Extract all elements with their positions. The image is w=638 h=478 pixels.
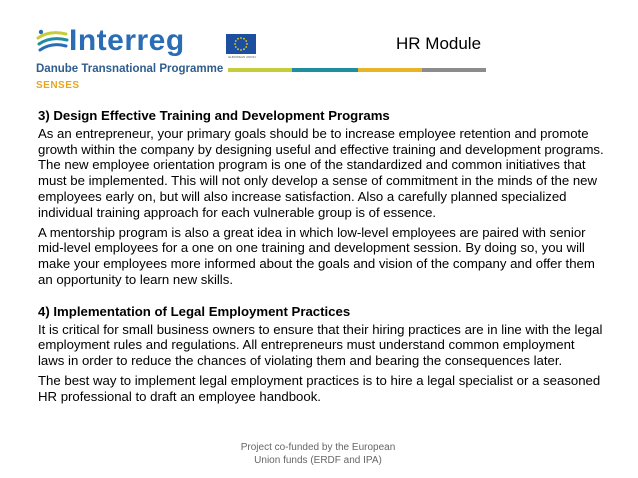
- paragraph: A mentorship program is also a great idea in which low-level employees are paired with senior mid-level employees for a one on one training and development session. By doing so, you will make your employees more informed about the goals and vision of the company and offer them an opportunity to learn new skills.: [38, 224, 595, 287]
- programme-name: Danube Transnational Programme: [36, 63, 224, 75]
- section-heading: 3) Design Effective Training and Development Programs: [38, 108, 390, 123]
- section-training: [38, 108, 604, 288]
- color-stripe-divider: [228, 68, 486, 72]
- funding-footer: [200, 441, 436, 467]
- section-legal: [38, 304, 604, 405]
- stripe-yellow: [228, 68, 292, 72]
- page-title: HR Module: [396, 34, 482, 53]
- eu-caption: EUROPEAN UNION: [228, 55, 256, 59]
- paragraph: It is critical for small business owners to ensure that their hiring practices are in line with the legal employment rules and regulations. All entrepreneurs must understand common employment laws in order to reduce the chances of violating them and bearing the consequences later.: [38, 321, 603, 369]
- footer-line: Project co-funded by the European: [240, 442, 396, 453]
- paragraph: As an entrepreneur, your primary goals should be to increase employee retention and promote growth within the company by designing useful and effective training and development programs. The new employee orientation program is one of the standardized and common initiatives that must be implemented. This will not only develop a sense of commitment in the minds of the new employees early on, but will also increase satisfaction. Also a carefully planned specialized individual training approach for each vulnerable group is of essence.: [38, 125, 604, 220]
- paragraph: The best way to implement legal employment practices is to hire a legal specialist or a seasoned HR professional to draft an employee handbook.: [38, 372, 601, 404]
- slide-body: [38, 108, 604, 409]
- stripe-gold: [358, 68, 422, 72]
- section-heading: 4) Implementation of Legal Employment Practices: [38, 303, 351, 319]
- slide-header: [0, 0, 638, 100]
- logo-word: Interreg: [69, 24, 185, 57]
- project-name: SENSES: [36, 80, 80, 91]
- stripe-gray: [422, 68, 486, 72]
- interreg-swoosh-icon: [36, 26, 70, 56]
- interreg-logo: [36, 22, 266, 92]
- stripe-teal: [292, 68, 358, 72]
- eu-flag-icon: [226, 34, 256, 54]
- footer-line: Union funds (ERDF and IPA): [254, 455, 382, 466]
